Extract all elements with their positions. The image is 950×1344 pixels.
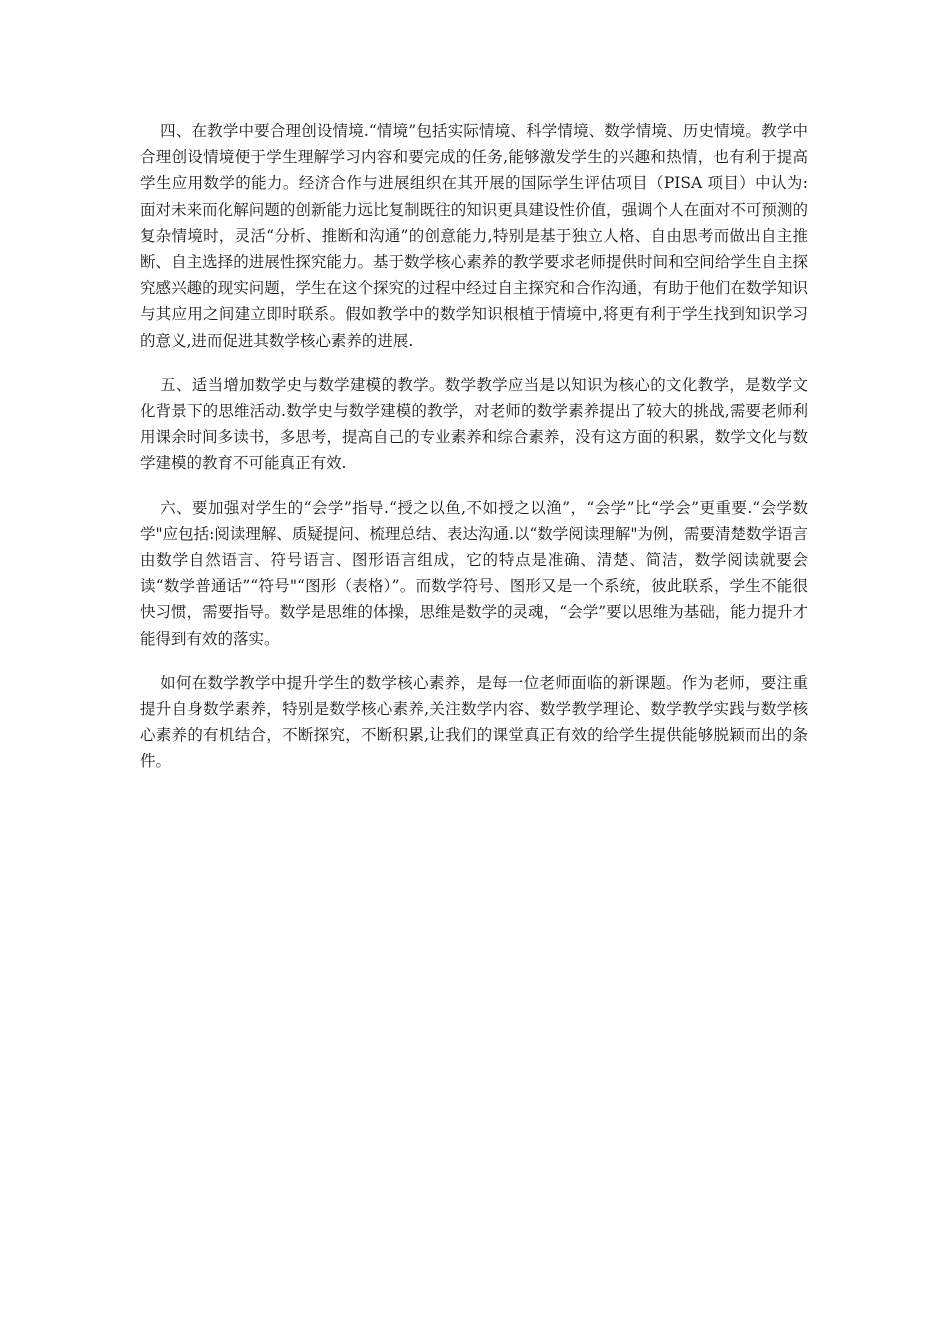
paragraph-section-six: 六、要加强对学生的“会学”指导.“授之以鱼,不如授之以渔”，“会学”比“学会”更重要.“会学数学"应包括:阅读理解、质疑提问、梳理总结、表达沟通.以“数学阅读理解"为例，需要清楚数学语言由数学自然语言、符号语言、图形语言组成，它的特点是准确、清楚、简洁，数学阅读就要会读“数学普通话”“符号"“图形（表格）”。而数学符号、图形又是一个系统，彼此联系，学生不能很快习惯，需要指导。数学是思维的体操，思维是数学的灵魂，“会学”要以思维为基础，能力提升才能得到有效的落实。: [140, 498, 808, 648]
paragraph-conclusion: 如何在数学教学中提升学生的数学核心素养，是每一位老师面临的新课题。作为老师，要注重提升自身数学素养，特别是数学核心素养,关注数学内容、数学教学理论、数学教学实践与数学核心素养的有机结合，不断探究，不断积累,让我们的课堂真正有效的给学生提供能够脱颖而出的条件。: [140, 673, 808, 771]
paragraph-section-four: 四、在教学中要合理创设情境.“情境”包括实际情境、科学情境、数学情境、历史情境。教学中合理创设情境便于学生理解学习内容和要完成的任务,能够激发学生的兴趣和热情，也有利于提高学生应用数学的能力。经济合作与进展组织在其开展的国际学生评估项目（PISA 项目）中认为:面对未来而化解问题的创新能力远比复制既往的知识更具建设性价值，强调个人在面对不可预测的复杂情境时，灵活“分析、推断和沟通”的创意能力,特别是基于独立人格、自由思考而做出自主推断、自主选择的进展性探究能力。基于数学核心素养的教学要求老师提供时间和空间给学生自主探究感兴趣的现实问题，学生在这个探究的过程中经过自主探究和合作沟通，有助于他们在数学知识与其应用之间建立即时联系。假如教学中的数学知识根植于情境中,将更有利于学生找到知识学习的意义,进而促进其数学核心素养的进展.: [140, 122, 808, 350]
document-page: [140, 118, 808, 793]
paragraph-section-five: 五、适当增加数学史与数学建模的教学。数学教学应当是以知识为核心的文化教学，是数学文化背景下的思维活动.数学史与数学建模的教学，对老师的数学素养提出了较大的挑战,需要老师利用课余时间多读书，多思考，提高自己的专业素养和综合素养，没有这方面的积累，数学文化与数学建模的教育不可能真正有效.: [140, 375, 808, 473]
